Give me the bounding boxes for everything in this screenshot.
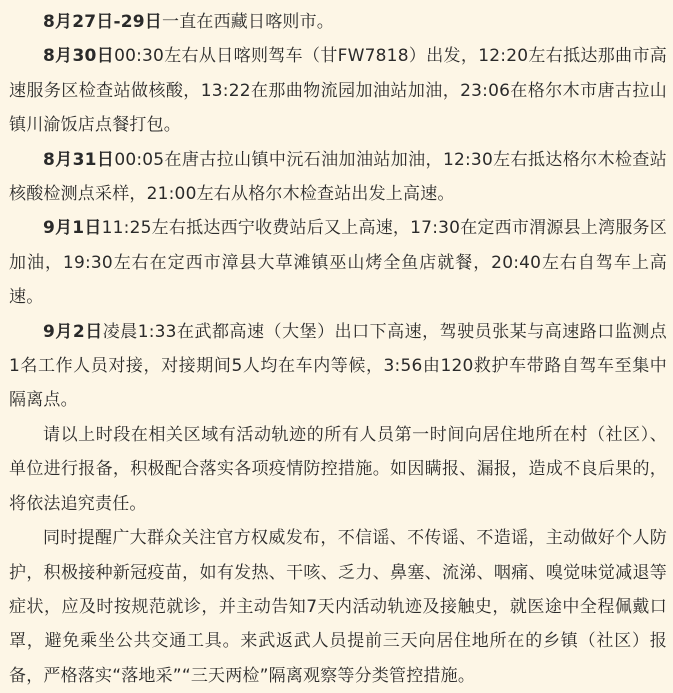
itinerary-text: 00:30左右从日喀则驾车（甘FW7818）出发，12:20左右抵达那曲市高速服务区检查站做核酸，13:22在那曲物流园加油站加油，23:06在格尔木市唐古拉山镇川渝饭店点餐打包。 bbox=[9, 46, 667, 136]
itinerary-date: 8月27日-29日 bbox=[43, 12, 162, 32]
reporting-notice-paragraph bbox=[9, 418, 667, 521]
itinerary-paragraph-0831 bbox=[9, 143, 667, 212]
prevention-reminder-paragraph bbox=[9, 521, 667, 693]
itinerary-text: 一直在西藏日喀则市。 bbox=[162, 12, 334, 32]
itinerary-paragraph-0902 bbox=[9, 315, 667, 418]
itinerary-date: 9月1日 bbox=[43, 218, 102, 239]
reminder-text: 同时提醒广大群众关注官方权威发布，不信谣、不传谣、不造谣，主动做好个人防护，积极接种新冠疫苗，如有发热、干咳、乏力、鼻塞、流涕、咽痛、嗅觉味觉减退等症状，应及时按规范就诊，并主动告知7天内活动轨迹及接触史，就医途中全程佩戴口罩，避免乘坐公共交通工具。来武返武人员提前三天向居住地所在的乡镇（社区）报备，严格落实“落地采”“三天两检”隔离观察等分类管控措施。 bbox=[9, 528, 667, 686]
itinerary-date: 8月31日 bbox=[43, 149, 115, 170]
itinerary-text: 11:25左右抵达西宁收费站后又上高速，17:30在定西市渭源县上湾服务区加油，19:30左右在定西市漳县大草滩镇巫山烤全鱼店就餐，20:40左右自驾车上高速。 bbox=[9, 218, 667, 308]
itinerary-paragraph-0830 bbox=[9, 39, 667, 142]
itinerary-date: 8月30日 bbox=[43, 46, 115, 67]
itinerary-date: 9月2日 bbox=[43, 321, 103, 342]
itinerary-text: 凌晨1:33在武都高速（大堡）出口下高速，驾驶员张某与高速路口监测点1名工作人员对接，对接期间5人均在车内等候，3:56由120救护车带路自驾车至集中隔离点。 bbox=[9, 321, 667, 411]
notice-text: 请以上时段在相关区域有活动轨迹的所有人员第一时间向居住地所在村（社区）、单位进行报备，积极配合落实各项疫情防控措施。如因瞒报、漏报，造成不良后果的，将依法追究责任。 bbox=[9, 424, 667, 514]
itinerary-text: 00:05在唐古拉山镇中沅石油加油站加油，12:30左右抵达格尔木检查站核酸检测点采样，21:00左右从格尔木检查站出发上高速。 bbox=[9, 149, 667, 205]
itinerary-paragraph-0827 bbox=[9, 5, 667, 39]
itinerary-paragraph-0901 bbox=[9, 211, 667, 314]
